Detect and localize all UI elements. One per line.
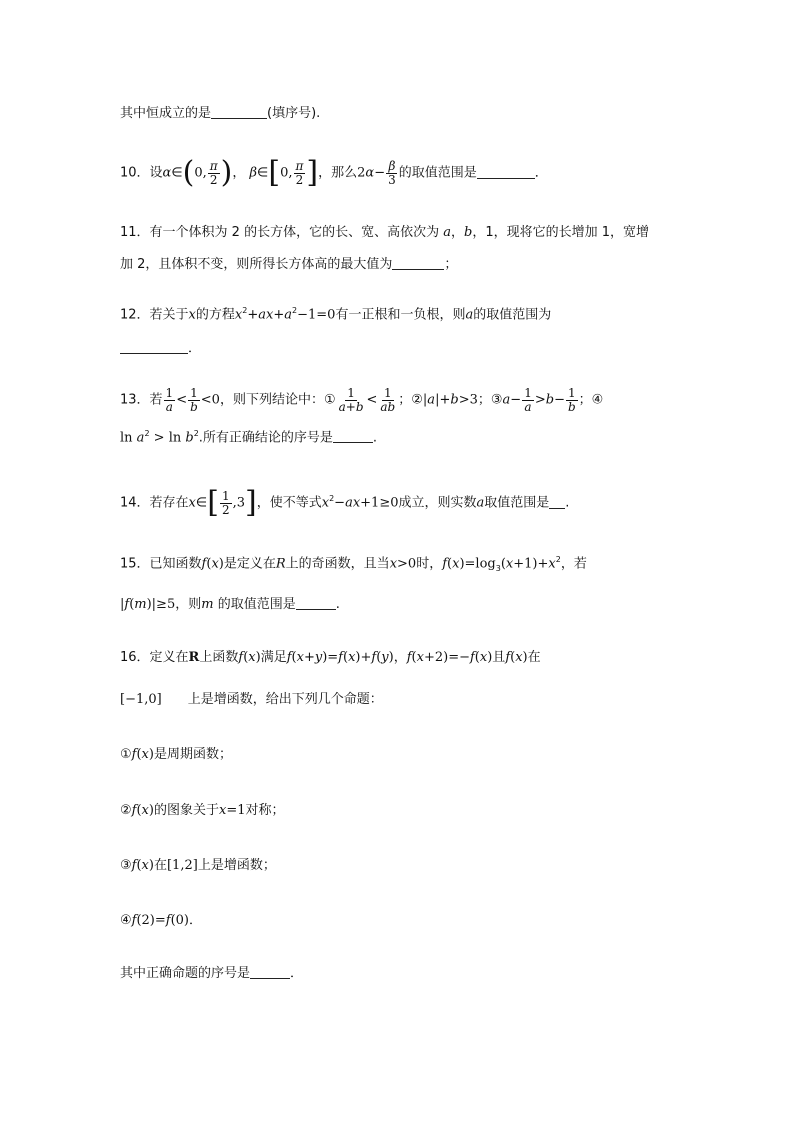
question-12-line-2: ．	[120, 341, 201, 355]
answer-prompt: 其中正确命题的序号是 ．	[120, 966, 304, 981]
question-12-line-1: 12．若关于x的方程$x^2+ax+a^2-1=0$有一正根和一负根，则a的取值范围为	[120, 306, 552, 323]
proposition-3: ③f(x)在[1,2]上是增函数；	[120, 858, 276, 873]
question-13-line-1: 13．若 $\frac{1}{a}$ < $\frac{1}{b}$ <0，则下列结论中：① $\frac{1}{a+b}$ < $\frac{1}{ab}$ ；②|a|+b>3；③a− $\frac{1}{a}$ >b− $\frac{1}{b}$ ；④	[120, 386, 604, 414]
question-15-line-2: |f(m)|≥5，则m 的取值范围是 .	[120, 597, 340, 612]
question-16-line-1: 16．定义在R上函数f(x)满足f(x+y)=f(x)+f(y)，f(x+2)=−f(x)且f(x)在	[120, 650, 541, 665]
question-11-line-1: 11．有一个体积为 2 的长方体，它的长、宽、高依次为 a，b，1，现将它的长增加 1，宽增	[120, 225, 650, 240]
proposition-4: ④f(2)=f(0)．	[120, 913, 203, 928]
proposition-2: ②f(x)的图象关于x=1对称；	[120, 803, 285, 818]
question-11-line-2: 加 2，且体积不变，则所得长方体高的最大值为 ；	[120, 257, 458, 272]
question-15-line-1: 15．已知函数f(x)是定义在R上的奇函数，且当x>0时，$f(x)=\log_3(x+1)+x^2$，若	[120, 555, 587, 573]
question-13-line-2: $\ln a^2 > \ln b^2$.所有正确结论的序号是 .	[120, 429, 378, 446]
proposition-1: ①f(x)是周期函数；	[120, 747, 232, 762]
question-10: 10．设α∈(0, $\frac{\pi}{2}$ )， β∈[0, $\frac{\pi}{2}$ ]，那么2α− $\frac{\beta}{3}$ 的取值范围是 ．	[120, 155, 548, 190]
question-14: 14．若存在x∈[ $\frac{1}{2}$ ,3]，使不等式$x^2-ax+1\ge 0$成立，则实数a取值范围是 .	[120, 485, 570, 520]
question-16-line-2: [−1,0] 上是增函数，给出下列几个命题：	[120, 692, 383, 707]
text-line-filler: 其中恒成立的是 (填序号).	[120, 106, 321, 121]
